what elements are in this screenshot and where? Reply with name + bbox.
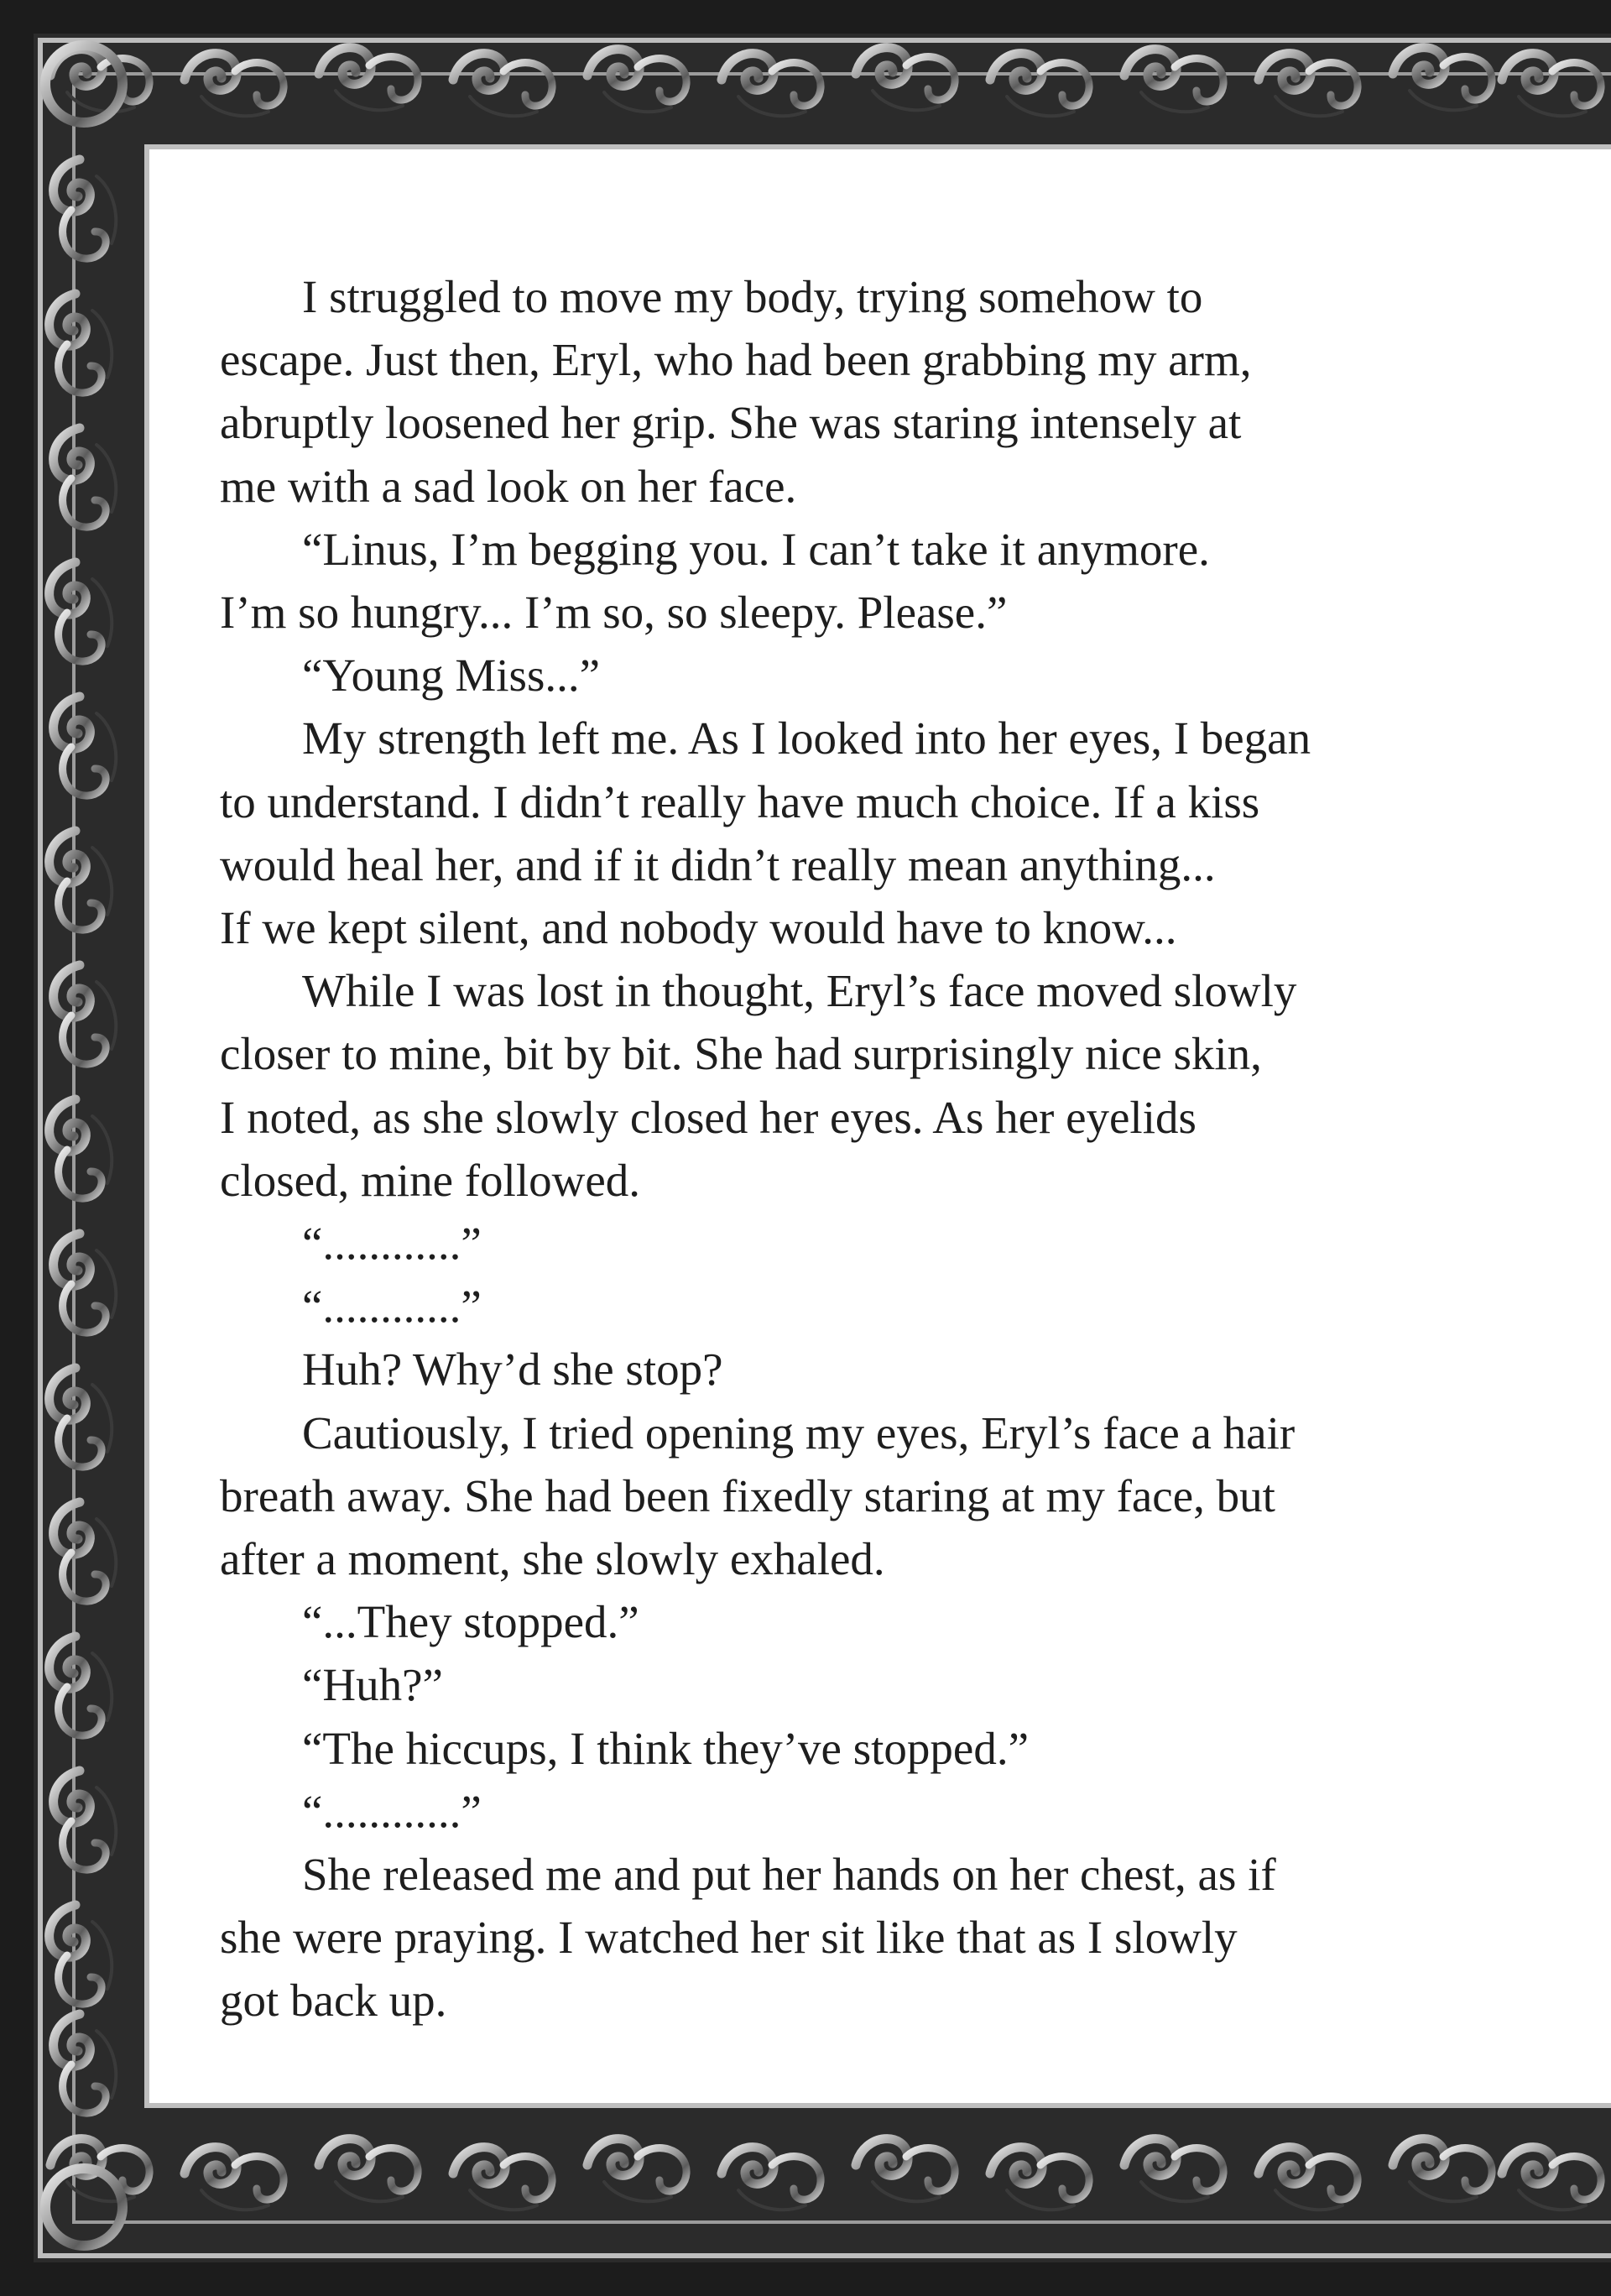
paragraph: Huh? Why’d she stop? — [302, 1344, 723, 1396]
paragraph: “...They stopped.” — [302, 1596, 639, 1648]
paragraph: My strength left me. As I looked into her eyes, I began to understand. I didn’t really have much choice. If a kiss would heal her, and if it didn’t really mean anything... If we kept silent, and nobody would have to know... — [220, 712, 1311, 954]
paragraph: “Linus, I’m begging you. I can’t take it anymore. I’m so hungry... I’m so, so sleepy. Please.” — [220, 523, 1210, 639]
paragraph: “............” — [302, 1785, 482, 1837]
story-text — [220, 265, 1462, 2032]
paragraph: “............” — [302, 1218, 482, 1270]
paragraph: “The hiccups, I think they’ve stopped.” — [302, 1722, 1029, 1774]
paragraph: She released me and put her hands on her chest, as if she were praying. I watched her sit like that as I slowly got back up. — [220, 1849, 1276, 2027]
paragraph: I struggled to move my body, trying somehow to escape. Just then, Eryl, who had been grabbing my arm, abruptly loosened her grip. She was staring intensely at me with a sad look on her face. — [220, 271, 1252, 512]
paragraph: While I was lost in thought, Eryl’s face moved slowly closer to mine, bit by bit. She had surprisingly nice skin, I noted, as she slowly closed her eyes. As her eyelids closed, mine followed. — [220, 965, 1297, 1206]
paragraph: “............” — [302, 1281, 482, 1333]
paragraph: “Huh?” — [302, 1659, 443, 1711]
paragraph: “Young Miss...” — [302, 650, 601, 702]
paragraph: Cautiously, I tried opening my eyes, Eryl’s face a hair breath away. She had been fixedly staring at my face, but after a moment, she slowly exhaled. — [220, 1406, 1296, 1585]
